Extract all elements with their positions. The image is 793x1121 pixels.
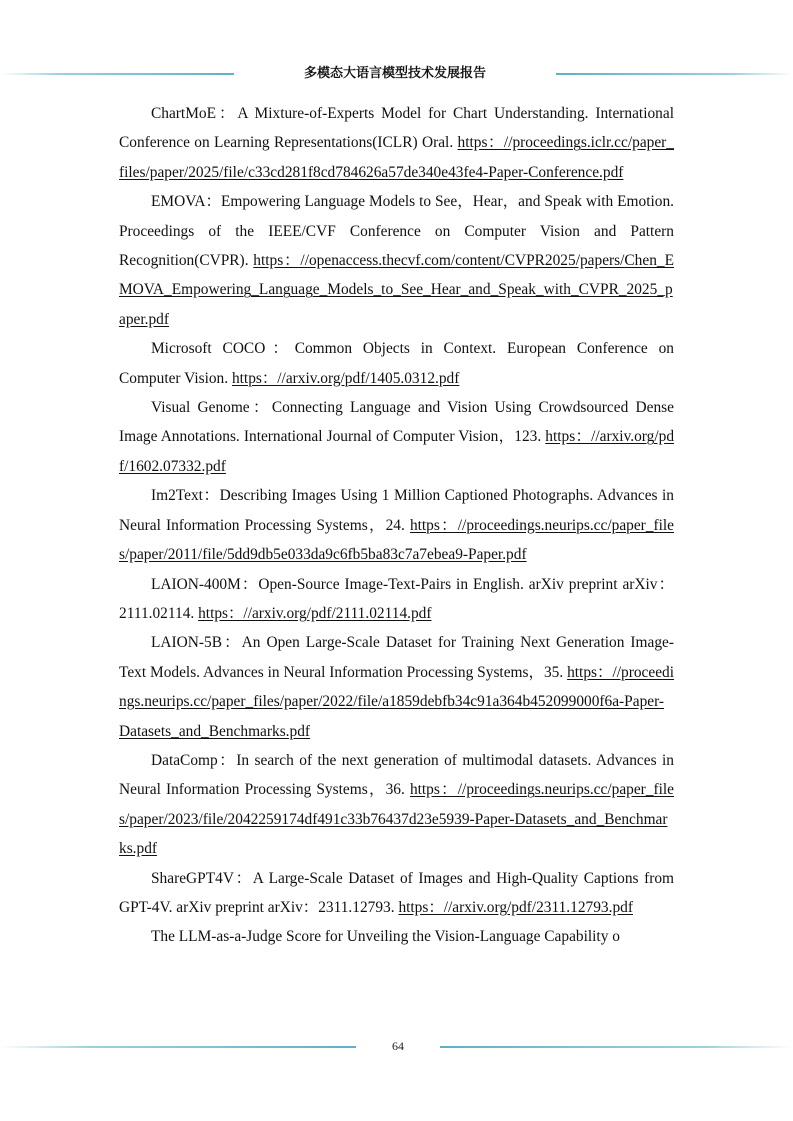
report-title: 多模态大语言模型技术发展报告 <box>303 66 486 81</box>
footer-divider-right <box>440 1046 793 1048</box>
reference-text: ShareGPT4V：A Large-Scale Dataset of Images and High-Quality Captions from GPT-4V. arXiv preprint arXiv：2311.12793. <box>119 869 674 916</box>
reference-link[interactable]: https：//arxiv.org/pdf/1405.0312.pdf <box>231 369 460 387</box>
reference-link[interactable]: https：//arxiv.org/pdf/1602.07332.pdf <box>119 428 675 475</box>
reference-item <box>119 393 674 481</box>
header-divider-right <box>556 73 793 75</box>
header-divider-left <box>0 73 234 75</box>
reference-link[interactable]: https：//openaccess.thecvf.com/content/CVPR2025/papers/Chen_EMOVA_Empowering_Language_Models_to_See_Hear_and_Speak_with_CVPR_2025_paper.pdf <box>119 252 674 328</box>
reference-item <box>119 864 674 923</box>
reference-link[interactable]: https：//proceedings.neurips.cc/paper_files/paper/2011/file/5dd9db5e033da9c6fb5ba83c7a7ebea9-Paper.pdf <box>119 516 675 564</box>
reference-item <box>119 481 674 569</box>
reference-text: LAION-5B：An Open Large-Scale Dataset for Training Next Generation Image-Text Models. Advances in Neural Information Processing Systems，35. <box>119 634 674 681</box>
reference-item <box>119 99 674 187</box>
reference-item <box>119 334 674 393</box>
reference-link[interactable]: https：//proceedings.neurips.cc/paper_files/paper/2022/file/a1859debfb34c91a364b452099000f6a-Paper-Datasets_and_Benchmarks.pdf <box>119 663 674 740</box>
reference-item <box>119 187 674 334</box>
reference-text: Im2Text：Describing Images Using 1 Million Captioned Photographs. Advances in Neural Information Processing Systems，24. <box>119 487 674 534</box>
reference-link[interactable]: https：//arxiv.org/pdf/2311.12793.pdf <box>398 898 633 916</box>
reference-text: EMOVA：Empowering Language Models to See，Hear，and Speak with Emotion. Proceedings of the IEEE/CVF Conference on Computer Vision and Pattern Recognition(CVPR). <box>119 193 674 270</box>
reference-item <box>119 628 674 746</box>
reference-text: Visual Genome：Connecting Language and Vision Using Crowdsourced Dense Image Annotations. International Journal of Computer Vision，123. <box>119 399 674 446</box>
reference-text: LAION-400M：Open-Source Image-Text-Pairs in English. arXiv preprint arXiv：2111.02114. <box>119 575 674 622</box>
reference-item <box>119 922 674 951</box>
reference-link[interactable]: https：//proceedings.iclr.cc/paper_files/paper/2025/file/c33cd281f8cd784626a57de340e43fe4-Paper-Conference.pdf <box>119 134 674 181</box>
reference-text: DataComp：In search of the next generation of multimodal datasets. Advances in Neural Information Processing Systems，36. <box>119 751 674 799</box>
reference-list <box>119 99 674 952</box>
reference-text: The LLM-as-a-Judge Score for Unveiling the Vision-Language Capability o <box>151 928 620 946</box>
reference-item <box>119 746 674 864</box>
page-number: 64 <box>392 1039 404 1053</box>
reference-item <box>119 570 674 629</box>
reference-text: Microsoft COCO：Common Objects in Context. European Conference on Computer Vision. <box>119 340 674 387</box>
reference-text: ChartMoE：A Mixture-of-Experts Model for Chart Understanding. International Conference on Learning Representations(ICLR) Oral. <box>119 105 674 152</box>
reference-link[interactable]: https：//proceedings.neurips.cc/paper_files/paper/2023/file/2042259174df491c33b76437d23e5939-Paper-Datasets_and_Benchmarks.pdf <box>119 781 675 858</box>
footer-divider-left <box>0 1046 356 1048</box>
reference-link[interactable]: https：//arxiv.org/pdf/2111.02114.pdf <box>198 604 432 622</box>
